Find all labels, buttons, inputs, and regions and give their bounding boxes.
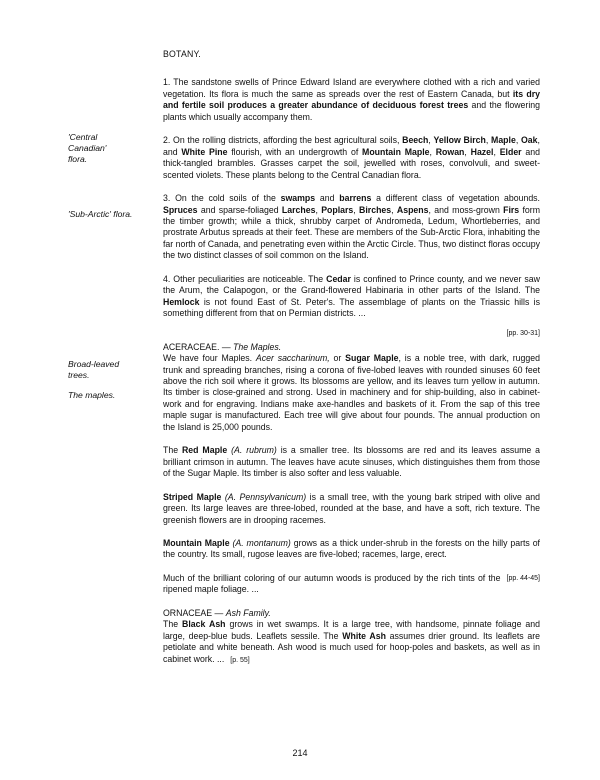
mountain-maple-paragraph: [163, 538, 540, 561]
striped-maple-paragraph: [163, 492, 540, 526]
ornaceae-title: [163, 608, 540, 619]
paragraph-3: [163, 193, 540, 262]
bold-text: Rowan: [435, 146, 465, 157]
aceraceae-title: [163, 342, 540, 353]
text: a different class of vegetation abounds.: [371, 193, 540, 204]
text: ,: [429, 146, 436, 157]
italic-text: The Maples.: [233, 341, 282, 352]
text: ,: [428, 135, 434, 146]
italic-text: (A. Pennsylvanicum): [221, 491, 307, 502]
bold-text: Beech: [402, 135, 429, 146]
text: , and moss-grown: [428, 204, 504, 215]
text: Much of the brilliant coloring of our autumn woods is produced by the rich tints of the ripened maple foliage. ...: [163, 572, 501, 595]
bold-text: Hazel: [470, 146, 494, 157]
margin-note-the-maples: [68, 390, 150, 401]
margin-note-line: Canadian': [68, 143, 107, 153]
text: grows as a thick under-shrub in the forests on the hilly parts of the country. Its small, rugose leaves are five-lobed; racemes, large, erect.: [163, 537, 540, 560]
text: assumes drier ground. Its leaflets are petiolate and white beneath. Ash wood is much used for hoop-poles and baskets, as well as in cabinet work. ...: [163, 630, 541, 664]
text: is a smaller tree. Its blossoms are red and its leaves assume a brilliant crimson in autumn. The leaves have acute sinuses, which distinguishes them from those of the Sugar Maple. Its timber is also softer and less valuable.: [163, 445, 540, 479]
text: or: [329, 353, 346, 364]
bold-text: Oak: [521, 135, 538, 146]
text: We have four Maples.: [163, 353, 256, 364]
margin-note-line: flora.: [68, 154, 88, 164]
bold-text: Elder: [499, 146, 522, 157]
bold-text: its dry and fertile soil produces a greater abundance of deciduous forest trees: [163, 88, 540, 111]
bold-text: Hemlock: [163, 296, 200, 307]
text: and thick-tangled brambles. Grasses carpet the soil, jewelled with roses, convolvuli, and sweet-scented violets. These plants belong to the Central Canadian flora.: [163, 146, 540, 180]
margin-note-sub-arctic-flora: [68, 209, 150, 220]
text: ACERACEAE. —: [163, 341, 234, 352]
bold-text: Striped Maple: [163, 491, 222, 502]
section-heading: BOTANY.: [163, 49, 202, 59]
text: ,: [353, 204, 360, 215]
paragraph-4: [163, 274, 540, 320]
text: is a small tree, with the young bark striped with olive and green. Its large leaves are three-lobed, rounded at the base, and have a soft, rich texture. The greenish flowers are in drooping racemes.: [163, 491, 541, 525]
bold-text: Sugar Maple: [345, 353, 399, 364]
margin-note-line: The maples.: [68, 390, 116, 400]
page-reference: [p. 55]: [230, 656, 250, 664]
text: and sparse-foliaged: [197, 204, 282, 215]
text: ,: [493, 146, 500, 157]
text: ,: [464, 146, 471, 157]
text: , and: [163, 135, 540, 157]
text: ,: [485, 135, 492, 146]
text: ,: [315, 204, 322, 215]
ornaceae-paragraph: [163, 619, 540, 666]
margin-note-line: 'Sub-Arctic' flora.: [68, 209, 133, 219]
text: grows in wet swamps. It is a large tree, with handsome, pinnate foliage and large, deep-blue buds. Leaflets sessile. The: [163, 619, 540, 641]
text: ,: [391, 204, 397, 215]
italic-text: (A. montanum): [229, 537, 291, 548]
bold-text: barrens: [339, 193, 372, 204]
bold-text: Spruces: [163, 204, 198, 215]
page-number: 214: [292, 748, 308, 758]
text: form the timber growth; while a thick, shrubby carpet of Andromeda, Ledum, Whortleberries, and prostrate Arbutus spreads at their feet. These are members of the Sub-Arctic Flora, inhabiting the far north of Canada, and penetrating even within the Arctic Circle. Thus, two distinct floras occupy the two distinct classes of soil common on the Island.: [163, 204, 540, 261]
bold-text: swamps: [280, 193, 316, 204]
text: 3. On the cold soils of the: [163, 193, 281, 204]
bold-text: Mountain Maple: [362, 146, 430, 157]
italic-text: Acer saccharinum,: [255, 353, 330, 364]
aceraceae-paragraph: [163, 353, 540, 433]
text: ORNACEAE —: [163, 607, 226, 618]
bold-text: White Ash: [342, 630, 386, 641]
margin-note-line: 'Central: [68, 132, 98, 142]
text: , is a noble tree, with dark, rugged trunk and spreading branches, rising a corona of five-lobed leaves with rounded sinuses 60 feet above the rich soil where it grows. Its blossoms are yellow, and its leaves turn yellow in autumn. Its timber is close-grained and strong. Used in machinery and for ship-building, also in cabinet-work and for engraving. Indians make axe-handles and baskets of it. From the sap of this tree maple sugar is manufactured. Each tree will give about four pounds. The annual production on the Island is 25,000 pounds.: [163, 353, 540, 432]
bold-text: Black Ash: [182, 619, 226, 630]
bold-text: Yellow Birch: [433, 135, 486, 146]
margin-note-line: Broad-leaved: [68, 359, 120, 369]
italic-text: (A. rubrum): [227, 445, 277, 456]
text: 2. On the rolling districts, affording the best agricultural soils,: [163, 135, 403, 146]
text: flourish, with an undergrowth of: [227, 146, 363, 157]
main-text-column: [163, 49, 540, 666]
bold-text: Larches: [281, 204, 316, 215]
page-reference: [pp. 30-31]: [506, 329, 540, 337]
text: ,: [515, 135, 521, 146]
text: and the flowering plants which usually accompany them.: [163, 100, 540, 122]
autumn-coloring-paragraph: [163, 573, 540, 596]
text: The: [163, 619, 183, 630]
bold-text: Birches: [359, 204, 392, 215]
text: and: [315, 193, 340, 204]
margin-note-line: trees.: [68, 370, 90, 380]
text: 1. The sandstone swells of Prince Edward Island are everywhere clothed with a rich and varied vegetation. Its flora is much the same as spreads over the rest of Eastern Canada, but: [163, 77, 540, 99]
bold-text: Maple: [491, 135, 516, 146]
bold-text: Cedar: [326, 273, 351, 284]
page-reference: [pp. 44-45]: [506, 574, 540, 582]
text: The: [163, 445, 182, 456]
text: is not found East of St. Peter's. The assemblage of plants on the Triassic hills is something different from that on Permian districts. ...: [163, 296, 540, 319]
paragraph-2: [163, 135, 540, 181]
red-maple-paragraph: [163, 445, 540, 479]
bold-text: Mountain Maple: [163, 537, 230, 548]
text: 4. Other peculiarities are noticeable. The: [163, 273, 327, 284]
margin-note-central-canadian-flora: [68, 132, 150, 165]
italic-text: Ash Family.: [225, 607, 271, 618]
bold-text: Red Maple: [181, 445, 228, 456]
bold-text: Aspens: [396, 204, 429, 215]
paragraph-1: [163, 77, 540, 123]
bold-text: Firs: [503, 204, 520, 215]
bold-text: Poplars: [321, 204, 354, 215]
margin-note-broad-leaved-trees: [68, 359, 150, 381]
text: is confined to Prince county, and we never saw the Arum, the Calapogon, or the Grand-flowered Habinaria in other parts of the Island. The: [163, 273, 540, 296]
bold-text: White Pine: [181, 146, 228, 157]
